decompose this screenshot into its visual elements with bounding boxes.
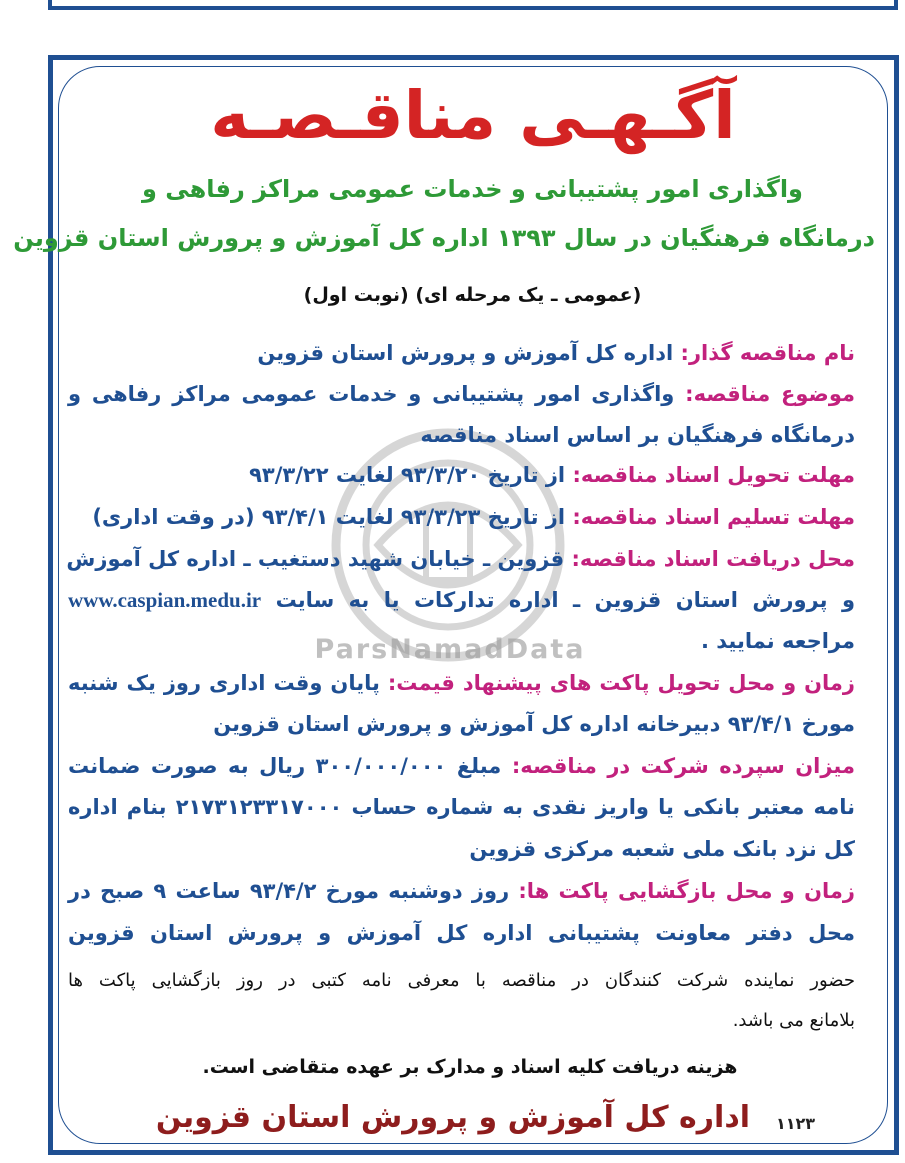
previous-ad-frame	[48, 0, 898, 10]
subject-row-continued	[68, 419, 855, 451]
watermark-text: ParsNamadData	[314, 634, 586, 665]
deposit-row-continued	[68, 791, 855, 823]
doc-place-label: محل دریافت اسناد مناقصه:	[571, 547, 855, 571]
envelope-row-continued	[68, 708, 855, 740]
doc-place-site-link[interactable]: www.caspian.medu.ir	[68, 588, 262, 612]
doc-delivery-value: از تاریخ ۹۳/۳/۲۰ لغایت ۹۳/۳/۲۲	[249, 463, 566, 487]
doc-delivery-label: مهلت تحویل اسناد مناقصه:	[572, 463, 855, 487]
signature: اداره کل آموزش و پرورش استان قزوین	[155, 1100, 750, 1135]
attendance-line-1: حضور نماینده شرکت کنندگان در مناقصه با معرفی نامه کتبی در روز بازگشایی پاکت ها	[68, 970, 855, 991]
organizer-label: نام مناقصه گذار:	[680, 341, 855, 365]
notice-title: آگـهـی مناقـصـه	[210, 77, 736, 154]
attendance-line-2: بلامانع می باشد.	[732, 1010, 855, 1031]
envelope-row	[68, 667, 855, 699]
subject-value-1: واگذاری امور پشتیبانی و خدمات عمومی مراکز رفاهی و	[68, 382, 675, 406]
opening-label: زمان و محل بازگشایی پاکت ها:	[518, 879, 855, 903]
notice-subject-line-2: درمانگاه فرهنگیان در سال ۱۳۹۳ اداره کل آموزش و پرورش استان قزوین	[13, 224, 875, 252]
cost-note: هزینه دریافت کلیه اسناد و مدارک بر عهده متقاضی است.	[202, 1056, 738, 1078]
doc-place-value-2: و پرورش استان قزوین ـ اداره تدارکات یا به سایت	[275, 588, 856, 612]
deposit-value-2: نامه معتبر بانکی یا واریز نقدی به شماره حساب ۲۱۷۳۱۲۳۳۱۷۰۰۰ بنام اداره	[68, 795, 856, 819]
opening-value-2: محل دفتر معاونت پشتیبانی اداره کل آموزش و پرورش استان قزوین	[68, 921, 855, 945]
deposit-row-end	[68, 833, 855, 865]
doc-place-row-continued	[68, 584, 855, 616]
subject-label: موضوع مناقصه:	[685, 382, 855, 406]
opening-row-continued	[68, 917, 855, 949]
deposit-value-3: کل نزد بانک ملی شعبه مرکزی قزوین	[469, 837, 855, 861]
subject-row	[68, 378, 855, 410]
doc-place-value-3: مراجعه نمایید .	[700, 629, 855, 653]
envelope-label: زمان و محل تحویل پاکت های پیشنهاد قیمت:	[387, 671, 856, 695]
organizer-row	[68, 337, 855, 369]
notice-subject-line-1: واگذاری امور پشتیبانی و خدمات عمومی مراکز رفاهی و	[142, 175, 803, 203]
doc-submit-value: از تاریخ ۹۳/۳/۲۳ لغایت ۹۳/۴/۱ (در وقت اداری)	[92, 505, 566, 529]
doc-place-value-1: قزوین ـ خیابان شهید دستغیب ـ اداره کل آموزش	[66, 547, 565, 571]
organizer-value: اداره کل آموزش و پرورش استان قزوین	[257, 341, 674, 365]
envelope-value-2: مورخ ۹۳/۴/۱ دبیرخانه اداره کل آموزش و پرورش استان قزوین	[213, 712, 855, 736]
deposit-row	[68, 750, 855, 782]
deposit-label: میزان سپرده شرکت در مناقصه:	[511, 754, 856, 778]
doc-submit-row	[68, 501, 855, 533]
doc-delivery-row	[68, 459, 855, 491]
doc-place-row-end	[68, 625, 855, 657]
doc-place-row	[68, 543, 855, 575]
envelope-value-1: پایان وقت اداری روز یک شنبه	[68, 671, 380, 695]
opening-row	[68, 875, 855, 907]
opening-value-1: روز دوشنبه مورخ ۹۳/۴/۲ ساعت ۹ صبح در	[68, 879, 510, 903]
notice-type: (عمومی ـ یک مرحله ای) (نوبت اول)	[303, 284, 642, 306]
subject-value-2: درمانگاه فرهنگیان بر اساس اسناد مناقصه	[420, 423, 855, 447]
doc-submit-label: مهلت تسلیم اسناد مناقصه:	[572, 505, 855, 529]
ad-number: ۱۱۲۳	[776, 1114, 816, 1133]
deposit-value-1: مبلغ ۳۰۰/۰۰۰/۰۰۰ ریال به صورت ضمانت	[68, 754, 502, 778]
